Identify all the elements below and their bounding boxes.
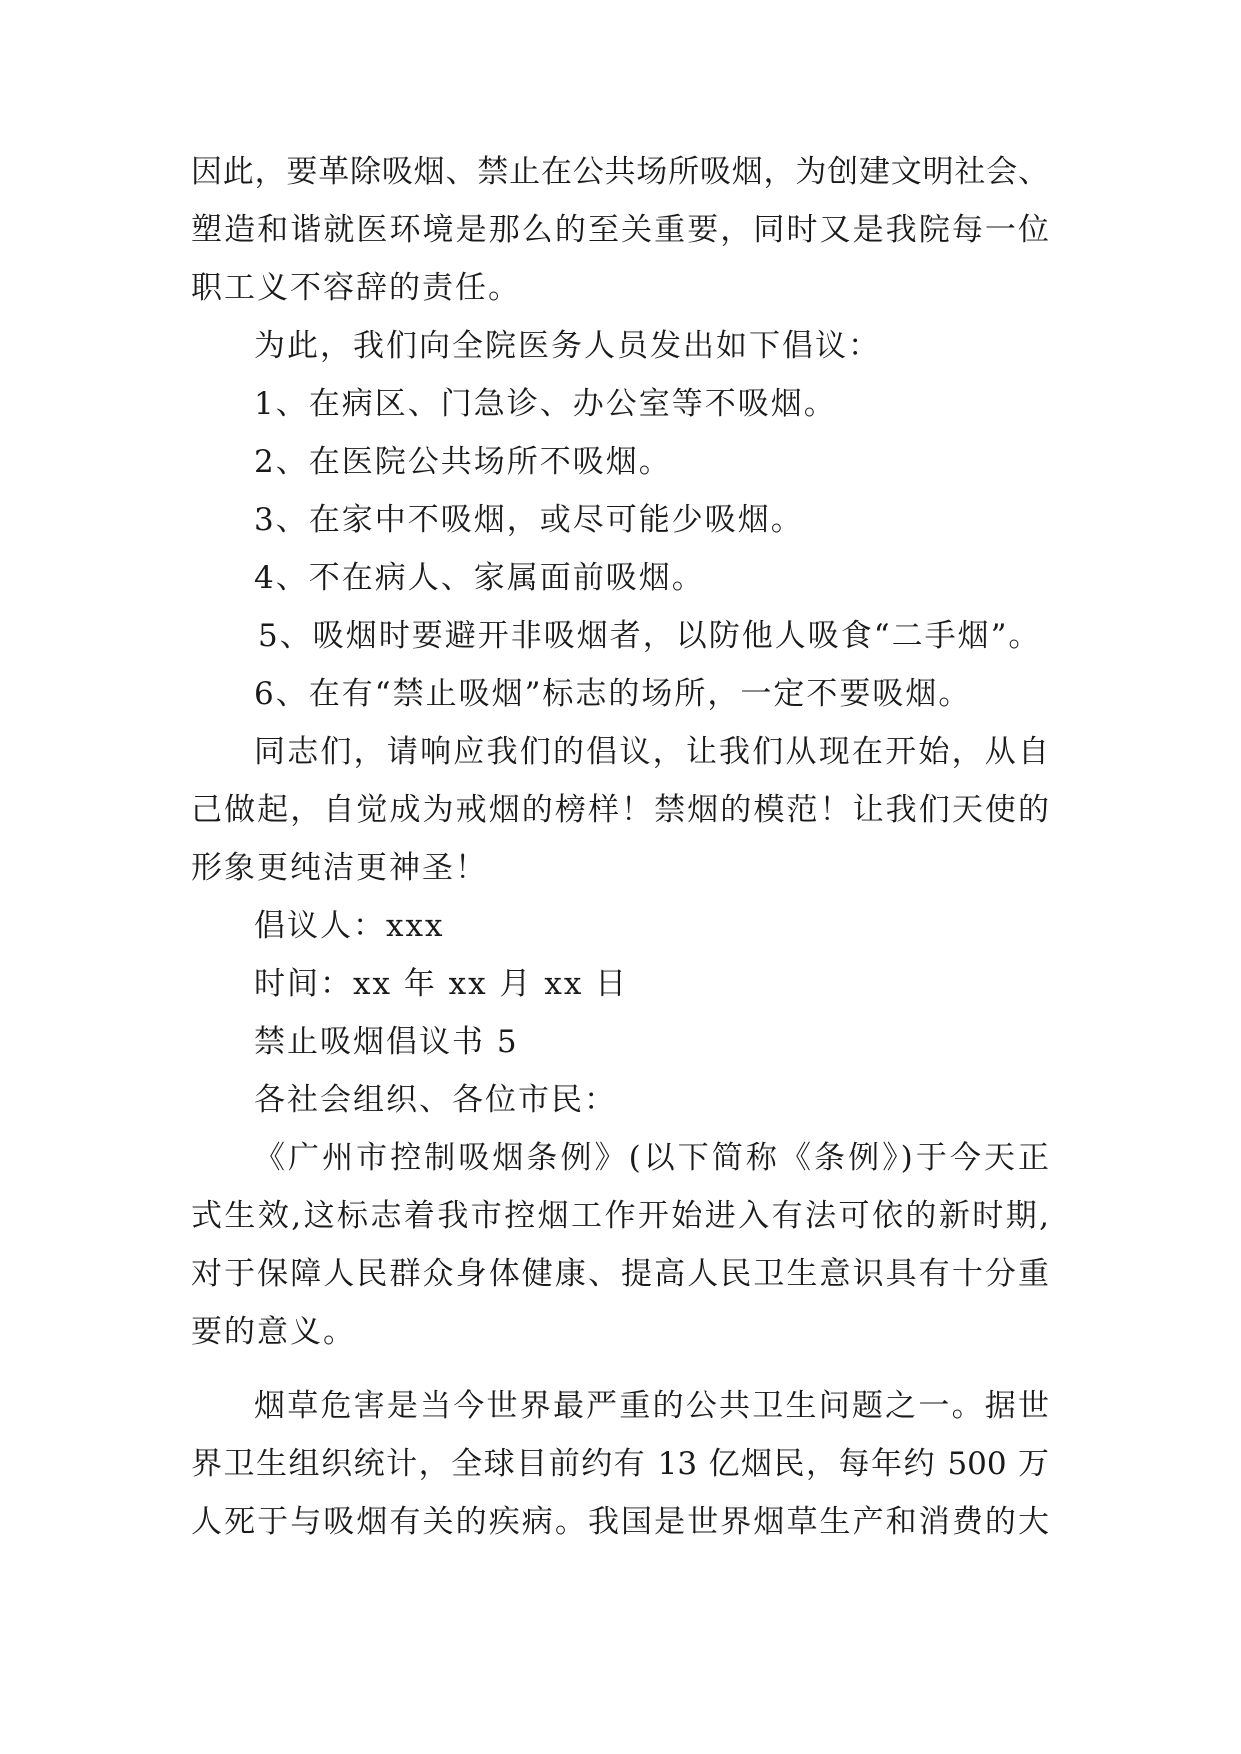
signatory-line: 倡议人：xxx bbox=[254, 908, 445, 944]
paragraph-line: 界卫生组织统计，全球目前约有 13 亿烟民，每年约 500 万 bbox=[191, 1446, 1049, 1482]
list-item: 6、在有“禁止吸烟”标志的场所，一定不要吸烟。 bbox=[254, 676, 972, 712]
list-item: 4、不在病人、家属面前吸烟。 bbox=[254, 560, 705, 596]
paragraph-line: 同志们，请响应我们的倡议，让我们从现在开始，从自 bbox=[254, 734, 1049, 770]
list-item: 5、吸烟时要避开非吸烟者，以防他人吸食“二手烟”。 bbox=[258, 618, 1042, 654]
paragraph-line: 职工义不容辞的责任。 bbox=[191, 270, 521, 306]
list-item: 3、在家中不吸烟，或尽可能少吸烟。 bbox=[254, 502, 804, 538]
paragraph-line: 因此，要革除吸烟、禁止在公共场所吸烟，为创建文明社会、 bbox=[191, 154, 1049, 190]
paragraph-line: 人死于与吸烟有关的疾病。我国是世界烟草生产和消费的大 bbox=[191, 1504, 1049, 1540]
paragraph-line: 为此，我们向全院医务人员发出如下倡议： bbox=[254, 328, 881, 364]
paragraph-line: 烟草危害是当今世界最严重的公共卫生问题之一。据世 bbox=[254, 1388, 1049, 1424]
salutation: 各社会组织、各位市民： bbox=[254, 1082, 617, 1118]
paragraph-line: 《广州市控制吸烟条例》(以下简称《条例》)于今天正 bbox=[254, 1140, 1049, 1176]
paragraph-line: 形象更纯洁更神圣！ bbox=[191, 850, 488, 886]
list-item: 2、在医院公共场所不吸烟。 bbox=[254, 444, 672, 480]
paragraph-line: 式生效,这标志着我市控烟工作开始进入有法可依的新时期, bbox=[191, 1198, 1049, 1234]
paragraph-line: 要的意义。 bbox=[191, 1314, 356, 1350]
paragraph-line: 塑造和谐就医环境是那么的至关重要，同时又是我院每一位 bbox=[191, 212, 1049, 248]
section-title: 禁止吸烟倡议书 5 bbox=[254, 1024, 519, 1060]
paragraph-line: 己做起，自觉成为戒烟的榜样！禁烟的模范！让我们天使的 bbox=[191, 792, 1049, 828]
date-line: 时间：xx 年 xx 月 xx 日 bbox=[254, 966, 629, 1002]
list-item: 1、在病区、门急诊、办公室等不吸烟。 bbox=[254, 386, 837, 422]
paragraph-line: 对于保障人民群众身体健康、提高人民卫生意识具有十分重 bbox=[191, 1256, 1049, 1292]
